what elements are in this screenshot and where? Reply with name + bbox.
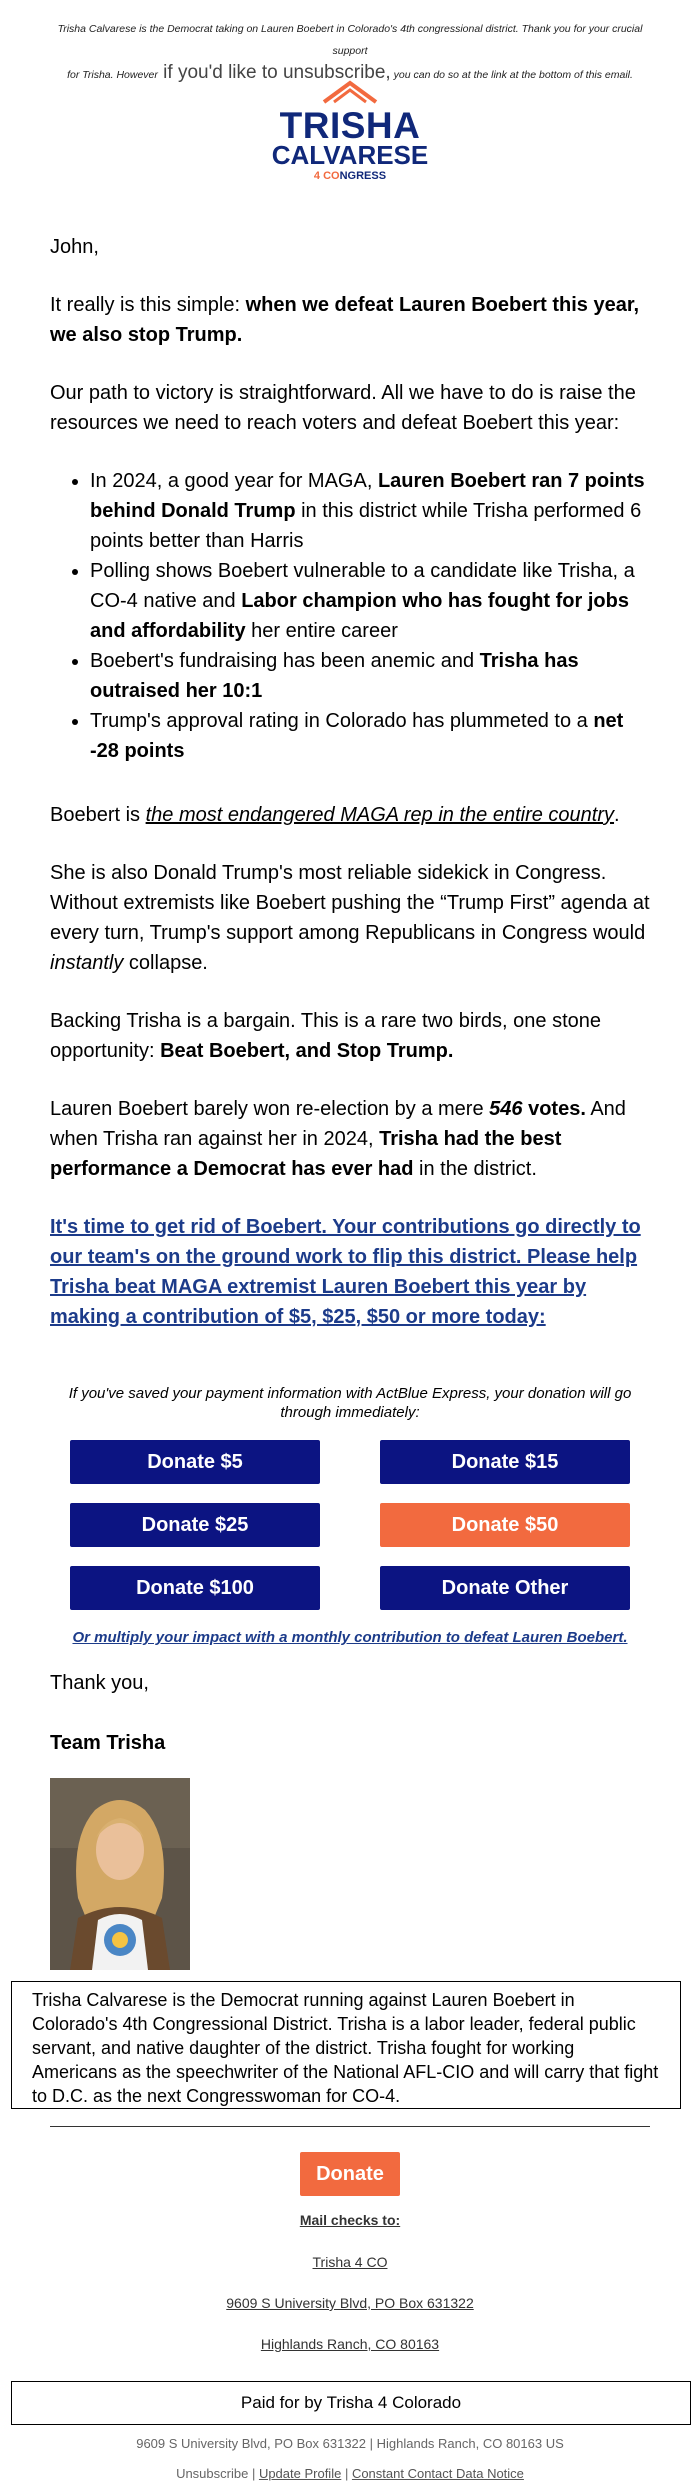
logo-name-last: CALVARESE [271,140,429,170]
donate-5-button[interactable]: Donate $5 [70,1440,320,1484]
donate-other-button[interactable]: Donate Other [380,1566,630,1610]
signature: Team Trisha [50,1732,166,1754]
p5-bold: Beat Boebert, and Stop Trump. [160,1040,454,1062]
preheader-text: for Trisha. However [67,69,158,81]
donate-50-button[interactable]: Donate $50 [380,1503,630,1547]
p4-emphasis: instantly [50,952,124,974]
p6-bold: Trisha had the best performance a Democrat has ever had [50,1128,562,1180]
vote-margin: 546 [489,1098,523,1120]
p6-text: Lauren Boebert barely won re-election by a mere [50,1098,490,1120]
preheader [40,18,660,86]
p1-bold: when we defeat Lauren Boebert this year, we also stop Trump. [50,294,640,346]
actblue-express-note: If you've saved your payment information with ActBlue Express, your donation will go through immediately: [68,1385,632,1421]
update-profile-link[interactable]: Update Profile [258,2466,342,2481]
list-item [90,646,650,706]
votes-word: votes. [522,1098,586,1120]
footer-links [100,2466,600,2481]
list-item [90,706,650,766]
endangered-rep-link[interactable]: the most endangered MAGA rep in the entire country [145,804,615,826]
bullet-bold: Labor champion who has fought for jobs and affordability [90,590,629,642]
donate-100-button[interactable]: Donate $100 [70,1566,320,1610]
donate-15-button[interactable]: Donate $15 [380,1440,630,1484]
signoff: Thank you, [50,1672,149,1694]
bullet-text: Trump's approval rating in Colorado has plummeted to a [90,710,594,732]
footer-separator: | [248,2466,259,2481]
bullet-bold: Lauren Boebert ran 7 points behind Donald Trump [90,470,645,522]
bullet-text-post: in this district while Trisha performed 6 points better than Harris [90,500,642,552]
bullet-text-post: her entire career [245,620,398,642]
bullet-text: In 2024, a good year for MAGA, [90,470,378,492]
p6-text-post: in the district. [413,1158,537,1180]
divider [50,2126,650,2127]
bullet-text: Polling shows Boebert vulnerable to a candidate like Trisha, a CO-4 native and [90,560,635,612]
paragraph-4 [50,858,650,978]
preheader-line1: Trisha Calvarese is the Democrat taking on Lauren Boebert in Colorado's 4th congressional district. Thank you for your crucial support [57,23,643,57]
candidate-portrait [50,1778,190,1970]
mail-city[interactable]: Highlands Ranch, CO 80163 [260,2336,440,2352]
mail-payee[interactable]: Trisha 4 CO [312,2254,388,2270]
logo-tagline-number: 4 [313,170,321,182]
logo-name-first: TRISHA [279,105,421,146]
contribution-cta-link[interactable]: It's time to get rid of Boebert. Your contributions go directly to our team's on the ground work to flip this district. Please help Trisha beat MAGA extremist Lauren Boebert this year by making a contribution of $5, $25, $50 or more today: [50,1216,641,1328]
p5-text: Backing Trisha is a bargain. This is a rare two birds, one stone opportunity: [50,1010,602,1062]
p3-text: Boebert is [50,804,146,826]
unsubscribe-link[interactable]: Unsubscribe [176,2466,249,2481]
mail-street[interactable]: 9609 S University Blvd, PO Box 631322 [226,2295,474,2311]
candidate-photo-icon [50,1778,190,1970]
donate-25-button[interactable]: Donate $25 [70,1503,320,1547]
greeting: John, [50,236,99,258]
paragraph-2: Our path to victory is straightforward. All we have to do is raise the resources we need to reach voters and defeat Boebert this year: [50,382,636,434]
p4-text-post: collapse. [123,952,208,974]
logo-tagline-co: CO [320,170,340,182]
p4-text: She is also Donald Trump's most reliable sidekick in Congress. Without extremists like Boebert pushing the “Trump First” agenda at every turn, Trump's support among Republicans in Congress would [50,862,650,944]
donate-button[interactable]: Donate [300,2152,400,2196]
mountain-roof-icon [310,80,390,104]
logo-tagline-rest: NGRESS [339,170,387,182]
paragraph-1 [50,290,650,350]
paragraph-3 [50,800,650,830]
candidate-bio: Trisha Calvarese is the Democrat running against Lauren Boebert in Colorado's 4th Congressional District. Trisha is a labor leader, federal public servant, and native daughter of the district. Trisha fought for working Americans as the speechwriter of the National AFL-CIO and will carry that fight to D.C. as the next Congresswoman for CO-4. [11,1981,681,2109]
paid-for-disclaimer: Paid for by Trisha 4 Colorado [11,2381,691,2425]
list-item [90,556,650,646]
campaign-logo [270,80,430,190]
p3-text-post: . [614,804,620,826]
bullet-bold: Trisha has outraised her 10:1 [90,650,579,702]
monthly-contribution-link[interactable]: Or multiply your impact with a monthly contribution to defeat Lauren Boebert. [72,1629,628,1646]
mail-checks-heading: Mail checks to: [299,2212,401,2228]
bullet-bold: net -28 points [90,710,624,762]
list-item [90,466,650,556]
p1-text: It really is this simple: [50,294,246,316]
footer-separator: | [341,2466,352,2481]
unsubscribe-hint: if you'd like to unsubscribe, [157,62,391,83]
footer-address: 9609 S University Blvd, PO Box 631322 | Highlands Ranch, CO 80163 US [136,2436,564,2451]
paragraph-6 [50,1094,650,1184]
bullet-list [50,466,650,766]
data-notice-link[interactable]: Constant Contact Data Notice [351,2466,524,2481]
paragraph-5 [50,1006,650,1066]
bullet-text: Boebert's fundraising has been anemic and [90,650,480,672]
logo-tagline [270,169,430,183]
p6-text-mid: And when Trisha ran against her in 2024, [50,1098,626,1150]
preheader-text-post: you can do so at the link at the bottom of this email. [390,69,633,81]
